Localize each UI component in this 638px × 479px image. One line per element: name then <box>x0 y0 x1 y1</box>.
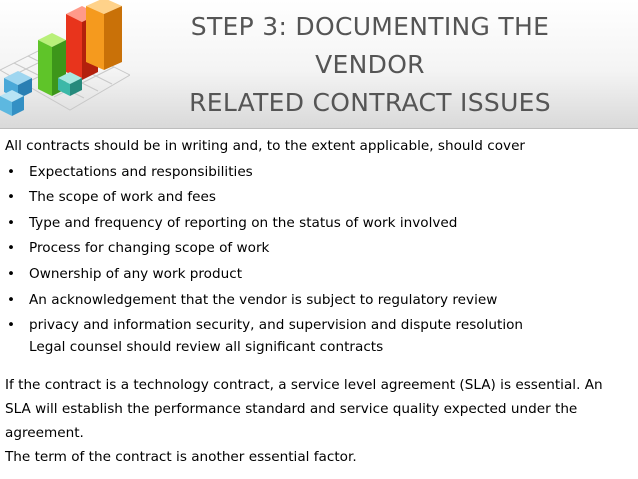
bullet-icon: • <box>7 317 16 334</box>
list-item-text: Process for changing scope of work <box>29 240 270 257</box>
bullet-icon: • <box>7 265 16 282</box>
closing-text: The term of the contract is another essential factor. <box>5 449 357 466</box>
list-item <box>5 262 633 288</box>
list-item <box>5 160 633 186</box>
list-item <box>5 288 633 314</box>
list-item-text: Type and frequency of reporting on the status of work involved <box>29 214 458 231</box>
sla-paragraph <box>5 373 633 445</box>
intro-text: All contracts should be in writing and, to the extent applicable, should cover <box>5 138 526 154</box>
paragraph-line: agreement. <box>5 425 84 442</box>
list-item-text: Ownership of any work product <box>29 265 243 282</box>
title-line: RELATED CONTRACT ISSUES <box>189 88 551 117</box>
list-item <box>5 313 633 339</box>
bullet-icon: • <box>7 163 16 180</box>
paragraph-line: SLA will establish the performance standard and service quality expected under the <box>5 401 578 418</box>
slide-title <box>150 8 590 122</box>
list-item <box>5 185 633 211</box>
bullet-continuation: Legal counsel should review all significant contracts <box>29 338 384 355</box>
list-item-text: The scope of work and fees <box>29 189 216 206</box>
paragraph-line: If the contract is a technology contract, a service level agreement (SLA) is essential. An <box>5 377 603 394</box>
bullet-icon: • <box>7 291 16 308</box>
bullet-icon: • <box>7 214 16 231</box>
bullet-icon: • <box>7 189 16 206</box>
list-item-text: privacy and information security, and supervision and dispute resolution <box>29 317 524 334</box>
3d-bar-chart-icon <box>0 0 130 128</box>
list-item-text: Expectations and responsibilities <box>29 163 253 180</box>
slide-header <box>0 0 638 129</box>
title-line: VENDOR <box>315 50 425 79</box>
list-item <box>5 236 633 262</box>
bullet-list <box>5 160 633 339</box>
bullet-icon: • <box>7 240 16 257</box>
title-line: STEP 3: DOCUMENTING THE <box>190 12 550 41</box>
spacer <box>5 360 633 373</box>
list-item-text: An acknowledgement that the vendor is subject to regulatory review <box>29 291 498 308</box>
list-item <box>5 211 633 237</box>
slide-body <box>5 134 633 471</box>
